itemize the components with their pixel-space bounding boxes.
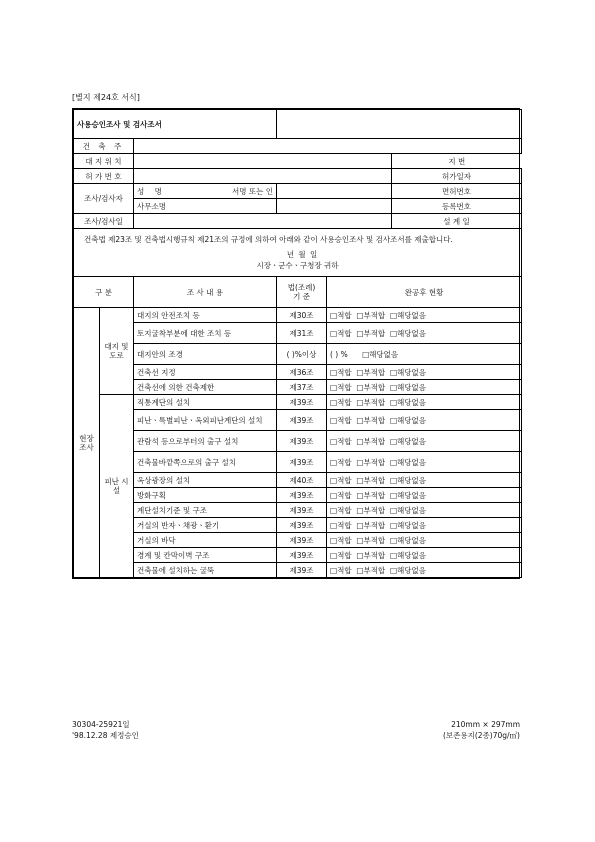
item-standard: 제39조 (277, 533, 327, 548)
item-standard: ( )%이상 (277, 344, 327, 365)
form-number-tag: [별지 제24호 서식] (72, 93, 140, 102)
item-standard: 제39조 (277, 563, 327, 578)
standard-header (277, 277, 327, 308)
site-location-field[interactable] (134, 154, 392, 169)
item-status[interactable]: □적합 □부적합 □해당없음 (327, 518, 522, 533)
approval-date: '98.12.28 제정승인 (72, 731, 139, 741)
office-name-field[interactable] (277, 199, 392, 214)
item-content: 옥상광장의 설치 (134, 473, 277, 488)
content-header: 조 사 내 용 (134, 277, 277, 308)
item-status[interactable]: □적합 □부적합 □해당없음 (327, 503, 522, 518)
item-status[interactable]: ( ) % □해당없음 (327, 344, 522, 365)
item-content: 대지의 안전조치 등 (134, 308, 277, 323)
building-owner-field[interactable] (134, 139, 522, 154)
item-standard: 제36조 (277, 365, 327, 380)
paper-type: (보존용지(2종)70g/㎡) (442, 731, 520, 741)
item-content: 피난ㆍ특별피난ㆍ옥외피난계단의 설치 (134, 410, 277, 431)
item-standard: 제30조 (277, 308, 327, 323)
standard-header-line2: 기 준 (293, 292, 310, 301)
item-status[interactable]: □적합 □부적합 □해당없음 (327, 431, 522, 452)
form-table (73, 109, 522, 578)
item-status[interactable]: □적합 □부적합 □해당없음 (327, 323, 522, 344)
standard-header-line1: 법(조례) (287, 283, 316, 292)
item-content: 건축선에 의한 건축제한 (134, 380, 277, 395)
footer-right (443, 719, 520, 742)
permit-number-label: 허 가 번 호 (74, 169, 134, 184)
item-content: 토지굴착부분에 대한 조치 등 (134, 323, 277, 344)
signature-label: 서명 또는 인 (232, 186, 273, 196)
item-standard: 제39조 (277, 452, 327, 473)
item-status[interactable]: □적합 □부적합 □해당없음 (327, 452, 522, 473)
name-label: 성 명 (137, 186, 166, 196)
form-title: 사용승인조사 및 검사조서 (74, 110, 277, 139)
evacuation-category: 피난 시설 (100, 395, 134, 578)
item-standard: 제39조 (277, 518, 327, 533)
item-content: 경계 및 칸막이벽 구조 (134, 548, 277, 563)
inspector-name-field[interactable] (277, 184, 392, 199)
registration-number-label: 등록번호 (392, 199, 522, 214)
title-blank-cell (277, 110, 522, 139)
item-standard: 제37조 (277, 380, 327, 395)
item-content: 거실의 바닥 (134, 533, 277, 548)
inspection-form (72, 108, 520, 579)
item-content: 관람석 등으로부터의 출구 설치 (134, 431, 277, 452)
item-status[interactable]: □적합 □부적합 □해당없음 (327, 308, 522, 323)
item-standard: 제39조 (277, 395, 327, 410)
item-standard: 제39조 (277, 410, 327, 431)
item-standard: 제39조 (277, 503, 327, 518)
inspector-name-cell (134, 184, 277, 199)
inspection-date-label: 조사/검사일 (74, 214, 134, 229)
item-content: 거실의 반자ㆍ채광ㆍ환기 (134, 518, 277, 533)
form-code: 30304-25921일 (72, 720, 130, 729)
site-road-category: 대지 및 도로 (100, 308, 134, 395)
item-content: 건축선 지정 (134, 365, 277, 380)
item-status[interactable]: □적합 □부적합 □해당없음 (327, 548, 522, 563)
item-standard: 제31조 (277, 323, 327, 344)
declaration-date: 년 월 일 (286, 250, 319, 259)
declaration-block (74, 229, 522, 277)
item-status[interactable]: □적합 □부적합 □해당없음 (327, 395, 522, 410)
license-number-label: 면허번호 (392, 184, 522, 199)
permit-number-field[interactable] (134, 169, 392, 184)
item-standard: 제39조 (277, 488, 327, 503)
declaration-text: 건축법 제23조 및 건축법시행규칙 제21조의 규정에 의하여 아래와 같이 사용승인조사 및 검사조서를 제출합니다. (84, 235, 453, 244)
inspector-label: 조사/검사자 (74, 184, 134, 214)
item-standard: 제39조 (277, 548, 327, 563)
item-status[interactable]: □적합 □부적합 □해당없음 (327, 488, 522, 503)
site-location-label: 대 지 위 치 (74, 154, 134, 169)
permit-date-label: 허가일자 (392, 169, 522, 184)
division-header: 구 분 (74, 277, 134, 308)
building-owner-label: 건 축 주 (74, 139, 134, 154)
item-content: 방화구획 (134, 488, 277, 503)
item-status[interactable]: □적합 □부적합 □해당없음 (327, 533, 522, 548)
item-status[interactable]: □적합 □부적합 □해당없음 (327, 473, 522, 488)
footer-left (72, 719, 139, 742)
item-status[interactable]: □적합 □부적합 □해당없음 (327, 410, 522, 431)
item-content: 대지안의 조경 (134, 344, 277, 365)
item-content: 계단설치기준 및 구조 (134, 503, 277, 518)
lot-number-label: 지 번 (392, 154, 522, 169)
item-content: 건축물에 설치하는 굴뚝 (134, 563, 277, 578)
item-status[interactable]: □적합 □부적합 □해당없음 (327, 365, 522, 380)
status-header: 완공후 현황 (327, 277, 522, 308)
item-status[interactable]: □적합 □부적합 □해당없음 (327, 380, 522, 395)
onsite-category: 현장 조사 (74, 308, 100, 578)
inspection-date-field[interactable] (134, 214, 392, 229)
item-standard: 제39조 (277, 431, 327, 452)
paper-size: 210mm × 297mm (451, 720, 520, 729)
item-standard: 제40조 (277, 473, 327, 488)
designer-label: 설 계 일 (392, 214, 522, 229)
declaration-addressee: 시장ㆍ군수ㆍ구청장 귀하 (256, 261, 339, 270)
item-content: 직통계단의 설치 (134, 395, 277, 410)
item-status[interactable]: □적합 □부적합 □해당없음 (327, 563, 522, 578)
office-name-label: 사무소명 (134, 199, 277, 214)
item-content: 건축물바깥쪽으로의 출구 설치 (134, 452, 277, 473)
